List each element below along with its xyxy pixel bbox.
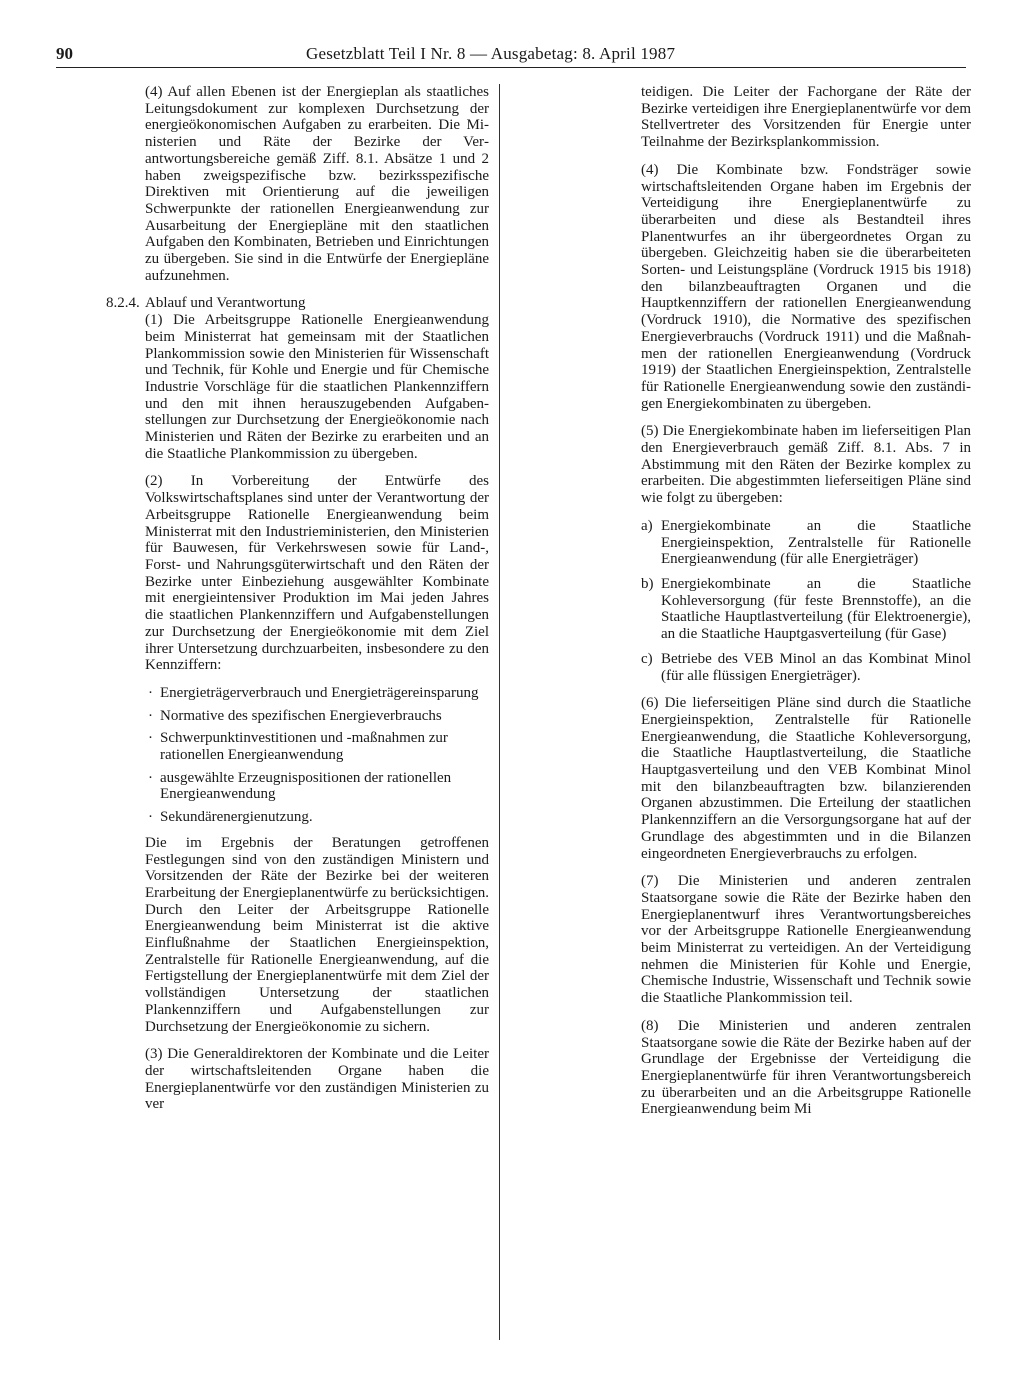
list-item (145, 685, 489, 702)
bullet-icon: · (148, 809, 153, 826)
list-item-text: Energieträgerverbrauch und Energieträgereinsparung (160, 684, 479, 701)
list-item-text: Sekundärenergienutzung. (160, 809, 313, 826)
list-item (145, 770, 489, 803)
lettered-list (641, 518, 971, 684)
bullet-icon: · (148, 707, 153, 724)
list-item (145, 809, 489, 826)
paragraph-3-continued: teidigen. Die Leiter der Fachorgane der Räte der Bezirke verteidigen ihre Energieplanentwürfe vor dem Stellvertreter des Vorsitzenden für Energie unter Teilnahme der Bezirksplankommission. (641, 84, 971, 151)
header-title: Gesetzblatt Teil I Nr. 8 — Ausgabetag: 8. April 1987 (306, 44, 676, 63)
paragraph-3: (3) Die Generaldirektoren der Kombinate und die Leiter der wirtschaftsleitenden Organe haben die Energieplanentwürfe vor den zuständigen Ministerien zu ver (145, 1046, 489, 1113)
list-item-text: Normative des spezifischen Energieverbrauchs (160, 707, 442, 724)
left-column (106, 84, 489, 1124)
section-title: Ablauf und Verantwortung (145, 295, 306, 312)
list-item (145, 708, 489, 725)
paragraph-2: (2) In Vorbereitung der Entwürfe des Volkswirtschaftsplanes sind unter der Verantwortung der Arbeitsgruppe Rationelle Energieanwendung beim Ministerrat mit den Industrieministerien, den Ministerien für Bauwesen, für Verkehrswesen sowie für Land-, Forst- und Nahrungsgüterwirtschaft und den Räten der Bezirke unter Einbeziehung ausgewählter Kombinate mit energieintensiver Produktion im Mai jeden Jahres die staatlichen Plankennziffern und Aufgabenstellungen zur Durchsetzung der Energieökonomie mit dem Ziel ihrer Untersetzung durchzuarbeiten, insbesondere zu den Kennziffern: (145, 473, 489, 674)
list-item-text: ausgewählte Erzeugnispositionen der rationellen Energieanwendung (160, 769, 452, 803)
paragraph-1: (1) Die Arbeitsgruppe Rationelle Energieanwendung beim Ministerrat hat gemeinsam mit der Staatlichen Plankommission sowie den Ministerien für Wissenschaft und Technik, für Kohle und Energie und für Chemische Industrie Vorschläge für die staatlichen Plankennziffern und den mit ihnen herauszugebenden Aufgabenstellungen zur Durchsetzung der Energieökonomie nach Ministerien und Räten der Bezirke zu erarbeiten und an die Staatliche Plankommission zu übergeben. (145, 312, 489, 462)
paragraph-4-right: (4) Die Kombinate bzw. Fondsträger sowie wirtschaftsleitenden Organe haben im Ergebnis der Verteidigung ihre Energieplanentwürfe zu überarbeiten und diese als Bestandteil ihres Planentwurfes an ihr übergeordnetes Organ zu übergeben. Gleichzeitig haben sie die überarbeiteten Sorten- und Leistungspläne (Vordruck 1915 bis 1918) den bilanzbeauftragten Organen und die Hauptkennziffern der rationellen Energieanwendung (Vordruck 1910), die Normative des spezifischen Energieverbrauchs (Vordruck 1911) und die Maßnahmen der rationellen Energieanwendung (Vordruck 1919) der Staatlichen Energieinspektion, Zentralstelle für Rationelle Energieanwendung sowie den zuständigen Energiekombinaten zu übergeben. (641, 161, 971, 412)
paragraph-8: (8) Die Ministerien und anderen zentralen Staatsorgane sowie die Räte der Bezirke haben auf der Grundlage der Ergebnisse der Verteidigung die Energieplanentwürfe für ihren Verantwortungsbereich zu überarbeiten und an die Arbeitsgruppe Rationelle Energieanwendung beim Mi (641, 1017, 971, 1118)
paragraph-6: (6) Die lieferseitigen Pläne sind durch die Staatliche Energieinspektion, Zentralstelle für Rationelle Energieanwendung, die Staatliche Kohleversorgung, die Staatliche Hauptlastverteilung, die Staatliche Hauptgasverteilung und den VEB Kombinat Minol mit den bilanzbeauftragten bzw. bilanzierenden Organen abzustimmen. Die Erteilung der staatlichen Plankennziffern an die Versorgungsorgane hat auf der Grundlage des abgestimmten und in die Bilanzen eingeordneten Energieverbrauchs zu erfolgen. (641, 695, 971, 862)
bullet-icon: · (148, 684, 153, 701)
list-item-text: Schwerpunktinvestitionen und -maßnahmen zur rationellen Energieanwendung (160, 730, 448, 764)
list-item-text: Betriebe des VEB Minol an das Kombinat Minol (für alle flüssigen Energieträger). (661, 650, 971, 684)
bullet-icon: · (148, 769, 153, 786)
page-number: 90 (56, 44, 73, 63)
paragraph-2-continued: Die im Ergebnis der Beratungen getroffenen Festlegungen sind von den zuständigen Ministern und Vorsitzenden der Räte der Bezirke bei der weiteren Erarbeitung der Energieplanentwürfe zu berücksichtigen. Durch den Leiter der Arbeitsgruppe Rationelle Energieanwendung beim Ministerrat ist die aktive Einflußnahme der Staatlichen Energieinspektion, Zentralstelle für Rationelle Energieanwendung, auf die Fertigstellung der Energieplanentwürfe mit dem Ziel der vollständigen Untersetzung der staatlichen Plankennziffern und Aufgabenstellungen zur Durchsetzung der Energieökonomie zu sichern. (145, 834, 489, 1035)
column-divider (499, 84, 500, 1340)
paragraph-4-left: (4) Auf allen Ebenen ist der Energieplan als staatliches Leitungsdokument zur komplexen Durchsetzung der energieökonomischen Aufgaben zu erarbeiten. Die Ministerien und Räte der Bezirke der Verantwortungsbereiche gemäß Ziff. 8.1. Absätze 1 und 2 haben zweigspezifische bzw. bezirksspezifische Direktiven mit Orientierung auf die jeweiligen Schwerpunkte der rationellen Energieanwendung zur Ausarbeitung der Energiepläne mit den staatlichen Aufgaben den Kombinaten, Betrieben und Einrichtungen zu übergeben. Sie sind in die Entwürfe der Energiepläne aufzunehmen. (145, 84, 489, 284)
section-heading (106, 295, 489, 312)
list-letter: a) (641, 517, 653, 534)
list-item (641, 518, 971, 568)
list-item (145, 730, 489, 763)
paragraph-5: (5) Die Energiekombinate haben im lieferseitigen Plan den Energieverbrauch gemäß Ziff. 8.1. Abs. 7 in Abstimmung mit den Räten der Bezirke komplex zu erarbeiten. Die abgestimmten lieferseitigen Pläne sind wie folgt zu übergeben: (641, 423, 971, 507)
header-rule (56, 67, 966, 68)
list-item-text: Energiekombinate an die Staatliche Energieinspektion, Zentralstelle für Rationelle Energieanwendung (für alle Energieträger) (661, 517, 971, 568)
paragraph-7: (7) Die Ministerien und anderen zentralen Staatsorgane sowie die Räte der Bezirke haben den Energieplanentwurf ihres Verantwortungsbereiches vor der Arbeitsgruppe Rationelle Energieanwendung beim Ministerrat zu verteidigen. An der Verteidigung nehmen die Ministerien für Kohle und Energie, Chemische Industrie, Wissenschaft und Technik sowie die Staatliche Plankommission teil. (641, 873, 971, 1007)
right-column (641, 84, 971, 1129)
kennziffern-list (145, 685, 489, 826)
bullet-icon: · (148, 730, 153, 747)
section-number: 8.2.4. (106, 295, 140, 312)
list-item-text: Energiekombinate an die Staatliche Kohleversorgung (für feste Brennstoffe), an die Staatliche Hauptlastverteilung (für Elektroenergie), an die Staatliche Hauptgasverteilung (für Gase) (661, 575, 971, 643)
list-item (641, 576, 971, 643)
list-letter: b) (641, 575, 654, 592)
list-item (641, 651, 971, 684)
list-letter: c) (641, 650, 653, 667)
